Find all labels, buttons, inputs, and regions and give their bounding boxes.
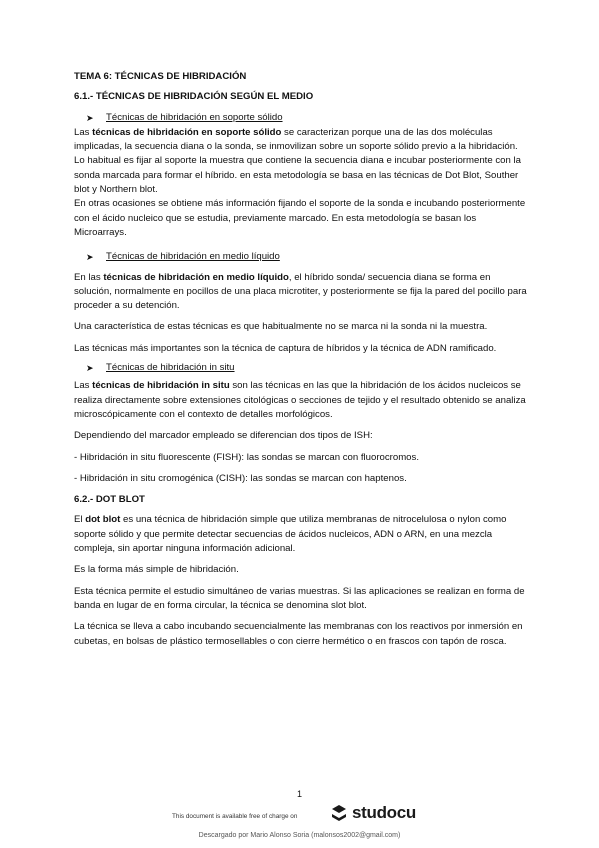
download-attribution: Descargado por Mario Alonso Soria (malonsos2002@gmail.com) — [198, 832, 401, 839]
section-title-6-1: 6.1.- TÉCNICAS DE HIBRIDACIÓN SEGÚN EL MEDIO — [74, 91, 314, 103]
studocu-brand[interactable] — [330, 803, 416, 823]
paragraph: Lo habitual es fijar al soporte la muestra que contiene la secuencia diana e incubar posteriormente con la sonda marcada para formar el híbrido. en esta metodología se basa en las técnicas de Dot Blot, Souther blot y Northern blot. — [74, 155, 521, 196]
list-item: - Hibridación in situ fluorescente (FISH): las sondas se marcan con fluorocromos. — [74, 451, 419, 463]
subsection-label: Técnicas de hibridación en soporte sólido — [106, 111, 283, 123]
paragraph: Esta técnica permite el estudio simultáneo de varias muestras. Si las aplicaciones se realizan en forma de banda en lugar de en forma circular, la técnica se denomina slot blot. — [74, 585, 525, 611]
page-number: 1 — [296, 789, 302, 799]
arrowhead-bullet-icon: ➤ — [86, 112, 94, 123]
subsection-heading-liquid — [74, 250, 528, 264]
bold-term: técnicas de hibridación in situ — [92, 380, 230, 392]
paragraph: Las técnicas de hibridación en soporte sólido se caracterizan porque una de las dos moléculas implicadas, la secuencia diana o la sonda, se inmovilizan sobre un soporte sólido previo a la hibridación. — [74, 126, 518, 153]
brand-name: studocu — [352, 803, 417, 822]
section-title-6-2: 6.2.- DOT BLOT — [74, 494, 145, 506]
subsection-label: Técnicas de hibridación in situ — [106, 362, 235, 374]
paragraph: En otras ocasiones se obtiene más información fijando el soporte de la sonda e incubando posteriormente con el ácido nucleico que se estudia, previamente marcado. En esta metodología se basan los Microarrays. — [74, 198, 526, 238]
list-item: - Hibridación in situ cromogénica (CISH): las sondas se marcan con haptenos. — [74, 472, 407, 484]
paragraph: Las técnicas de hibridación in situ son las técnicas en las que la hibridación de los ácidos nucleicos se realiza directamente sobre extensiones citológicas o secciones de tejido y el resultado obtenido se analiza microscópicamente con el contexto de detalles morfológicos. — [74, 380, 526, 420]
document-body — [74, 70, 528, 656]
paragraph: Una característica de estas técnicas es que habitualmente no se marca ni la sonda ni la muestra. — [74, 321, 488, 333]
paragraph: La técnica se lleva a cabo incubando secuencialmente las membranas con los reactivos por inmersión en cubetas, en bolsas de plástico termosellables o con cierre hermético o en frascos con tapón de rosca. — [74, 621, 523, 647]
studocu-logo-icon — [330, 804, 348, 822]
subsection-heading-in-situ — [74, 361, 528, 375]
arrowhead-bullet-icon: ➤ — [86, 252, 94, 263]
bold-term: técnicas de hibridación en medio líquido — [103, 271, 289, 283]
arrowhead-bullet-icon: ➤ — [86, 363, 94, 374]
paragraph: Es la forma más simple de hibridación. — [74, 564, 239, 576]
paragraph: En las técnicas de hibridación en medio líquido, el híbrido sonda/ secuencia diana se forma en solución, normalmente en pocillos de una placa microtiter, y posteriormente se fija la pared del pocillo para proceder a su detención. — [74, 271, 527, 312]
bold-term: técnicas de hibridación en soporte sólido — [92, 126, 282, 138]
paragraph: Dependiendo del marcador empleado se diferencian dos tipos de ISH: — [74, 430, 373, 442]
paragraph: El dot blot es una técnica de hibridación simple que utiliza membranas de nitrocelulosa o nylon como soporte sólido y que permite detectar secuencias de ácidos nucleicos, ADN o ARN, en una mezcla compleja, sin aportar ninguna información adicional. — [74, 514, 507, 555]
footer-note: This document is available free of charge on — [172, 813, 298, 820]
paragraph: Las técnicas más importantes son la técnica de captura de híbridos y la técnica de ADN ramificado. — [74, 342, 497, 354]
topic-title: TEMA 6: TÉCNICAS DE HIBRIDACIÓN — [74, 71, 247, 82]
subsection-heading-solid — [74, 111, 528, 125]
subsection-label: Técnicas de hibridación en medio líquido — [106, 251, 280, 263]
bold-term: dot blot — [85, 514, 121, 526]
